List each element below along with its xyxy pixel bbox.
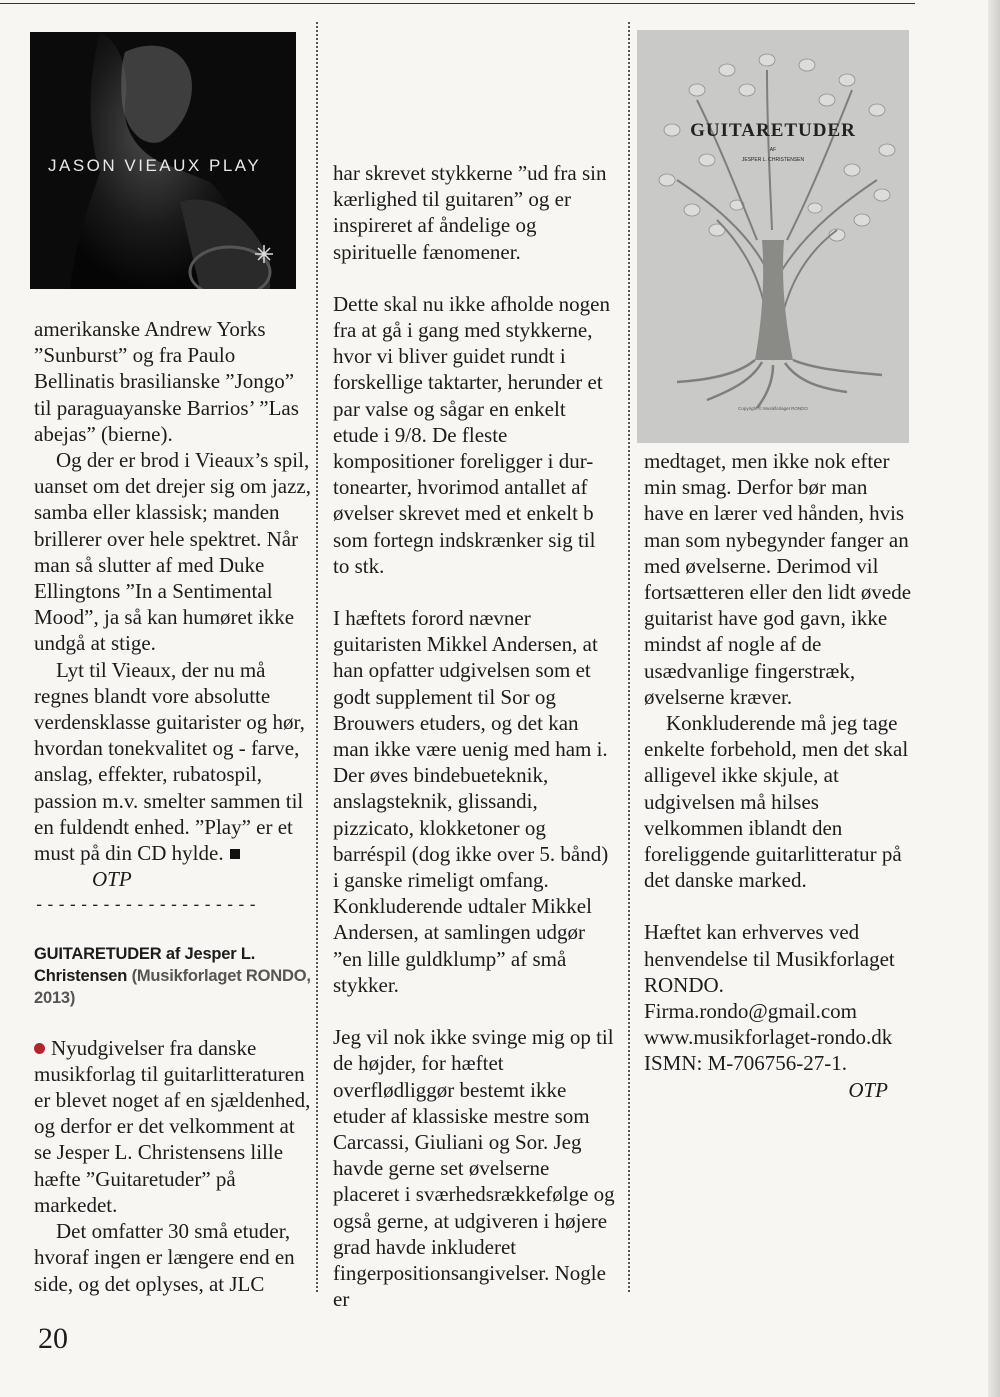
column-1 xyxy=(34,316,312,1297)
contact-website: www.musikforlaget-rondo.dk xyxy=(644,1025,893,1050)
col1-paragraph-4-text: Nyudgivelser fra danske musikforlag til guitarlitteraturen er blevet noget af en sjældenhed, og derfor er det velkomment at se Jesper L. Christensens lille hæfte ”Guitaretuder” på markedet. xyxy=(34,1035,311,1217)
col1-paragraph-4 xyxy=(34,1035,312,1218)
ismn-number: ISMN: M-706756-27-1. xyxy=(644,1051,847,1076)
book-copyright: Copyright © Musikforlaget RONDO xyxy=(738,406,808,411)
col2-paragraph-1: har skrevet stykkerne ”ud fra sin kærlighed til guitaren” og er inspireret af åndelige og spirituelle fænomener. xyxy=(333,161,607,264)
col1-paragraph-3-text: Lyt til Vieaux, der nu må regnes blandt vore absolutte verdensklasse guitarister og hør, hvordan tonekvalitet og - farve, anslag, effekter, rubatospil, passion m.v. smelter sammen til en fuldendt enhed. ”Play” er et must på din CD hylde. xyxy=(34,657,305,866)
col3-signature: OTP xyxy=(848,1077,888,1102)
col1-paragraph-5: Det omfatter 30 små etuder, hvoraf ingen er længere end en side, og det oplyses, at JLC xyxy=(34,1219,295,1296)
page-edge xyxy=(988,0,1000,1397)
col1-paragraph-1: amerikanske Andrew Yorks ”Sunburst” og fra Paulo Bellinatis brasilianske ”Jongo” til paraguayanske Barrios’ ”Las abejas” (bierne). xyxy=(34,317,299,446)
col1-paragraph-2: Og der er brod i Vieaux’s spil, uanset om det drejer sig om jazz, samba eller klassisk; manden brillerer over hele spektret. Når man så slutter af med Duke Ellingtons ”In a Sentimental Mood”, ja så kan humøret ikke undgå at stige. xyxy=(34,448,311,656)
book-title: GUITARETUDER xyxy=(690,120,856,141)
column-divider-2 xyxy=(628,22,630,1292)
album-cover-image xyxy=(30,32,296,289)
review-heading xyxy=(34,943,312,1009)
album-title-text: JASON VIEAUX PLAY xyxy=(48,156,262,175)
col2-paragraph-3: I hæftets forord nævner guitaristen Mikkel Andersen, at han opfatter udgivelsen som et godt supplement til Sor og Brouwers etuders, og det kan man ikke være uenig med ham i. Der øves bindebueteknik, anslagsteknik, glissandi, pizzicato, klokketoner og barréspil (dog ikke over 5. bånd) i ganske rimeligt omfang. Konkluderende udtaler Mikkel Andersen, at samlingen udgør ”en lille guldklump” af små stykker. xyxy=(333,606,609,997)
col3-paragraph-1: medtaget, men ikke nok efter min smag. Derfor bør man have en lærer ved hånden, hvis man som nybegynder fanger an med øvelserne. Derimod vil fortsætteren eller den lidt øvede guitarist have god gavn, ikke mindst af nogle af de usædvanlige fingerstræk, øvelserne kræver. xyxy=(644,449,912,709)
review-heading-publisher: (Musikforlaget RONDO, 2013) xyxy=(34,966,311,1007)
col1-paragraph-3 xyxy=(34,657,312,893)
end-mark-icon xyxy=(230,849,240,859)
book-byline: AF xyxy=(769,147,777,153)
section-separator: -------------------- xyxy=(34,895,259,916)
col3-paragraph-3: Hæftet kan erhverves ved henvendelse til Musikforlaget RONDO. xyxy=(644,920,895,997)
column-3 xyxy=(644,448,912,1103)
column-2 xyxy=(333,160,615,1312)
review-heading-title: GUITARETUDER af Jesper L. Christensen xyxy=(34,944,256,985)
column-divider-1 xyxy=(316,22,318,1292)
col2-paragraph-2: Dette skal nu ikke afholde nogen fra at gå i gang med stykkerne, hvor vi bliver guidet rundt i forskellige taktarter, herunder et par valse og sågar en enkelt etude i 9/8. De fleste kompositioner foreligger i dur-tonearter, hvorimod antallet af øvelser skrevet med et enkelt b som fortegn indskrænker sig til to stk. xyxy=(333,291,610,578)
page-number: 20 xyxy=(38,1322,68,1355)
bullet-icon xyxy=(34,1043,45,1054)
contact-email: Firma.rondo@gmail.com xyxy=(644,999,857,1024)
col1-signature: OTP xyxy=(92,867,132,892)
book-author: JESPER L. CHRISTENSEN xyxy=(741,157,805,163)
col2-paragraph-4: Jeg vil nok ikke svinge mig op til de højder, for hæftet overflødliggør bestemt ikke etuder af klassiske mestre som Carcassi, Giuliani og Sor. Jeg havde gerne set øvelserne placeret i sværhedsrækkefølge og også gerne, at udgiveren i højere grad havde inkluderet fingerpositionsangivelser. Nogle er xyxy=(333,1025,615,1312)
top-rule xyxy=(0,3,915,4)
book-cover-image xyxy=(637,30,909,443)
col3-paragraph-2: Konkluderende må jeg tage enkelte forbehold, men det skal alligevel ikke skjule, at udgivelsen må hilses velkommen iblandt den foreliggende guitarlitteratur på det danske marked. xyxy=(644,711,909,893)
